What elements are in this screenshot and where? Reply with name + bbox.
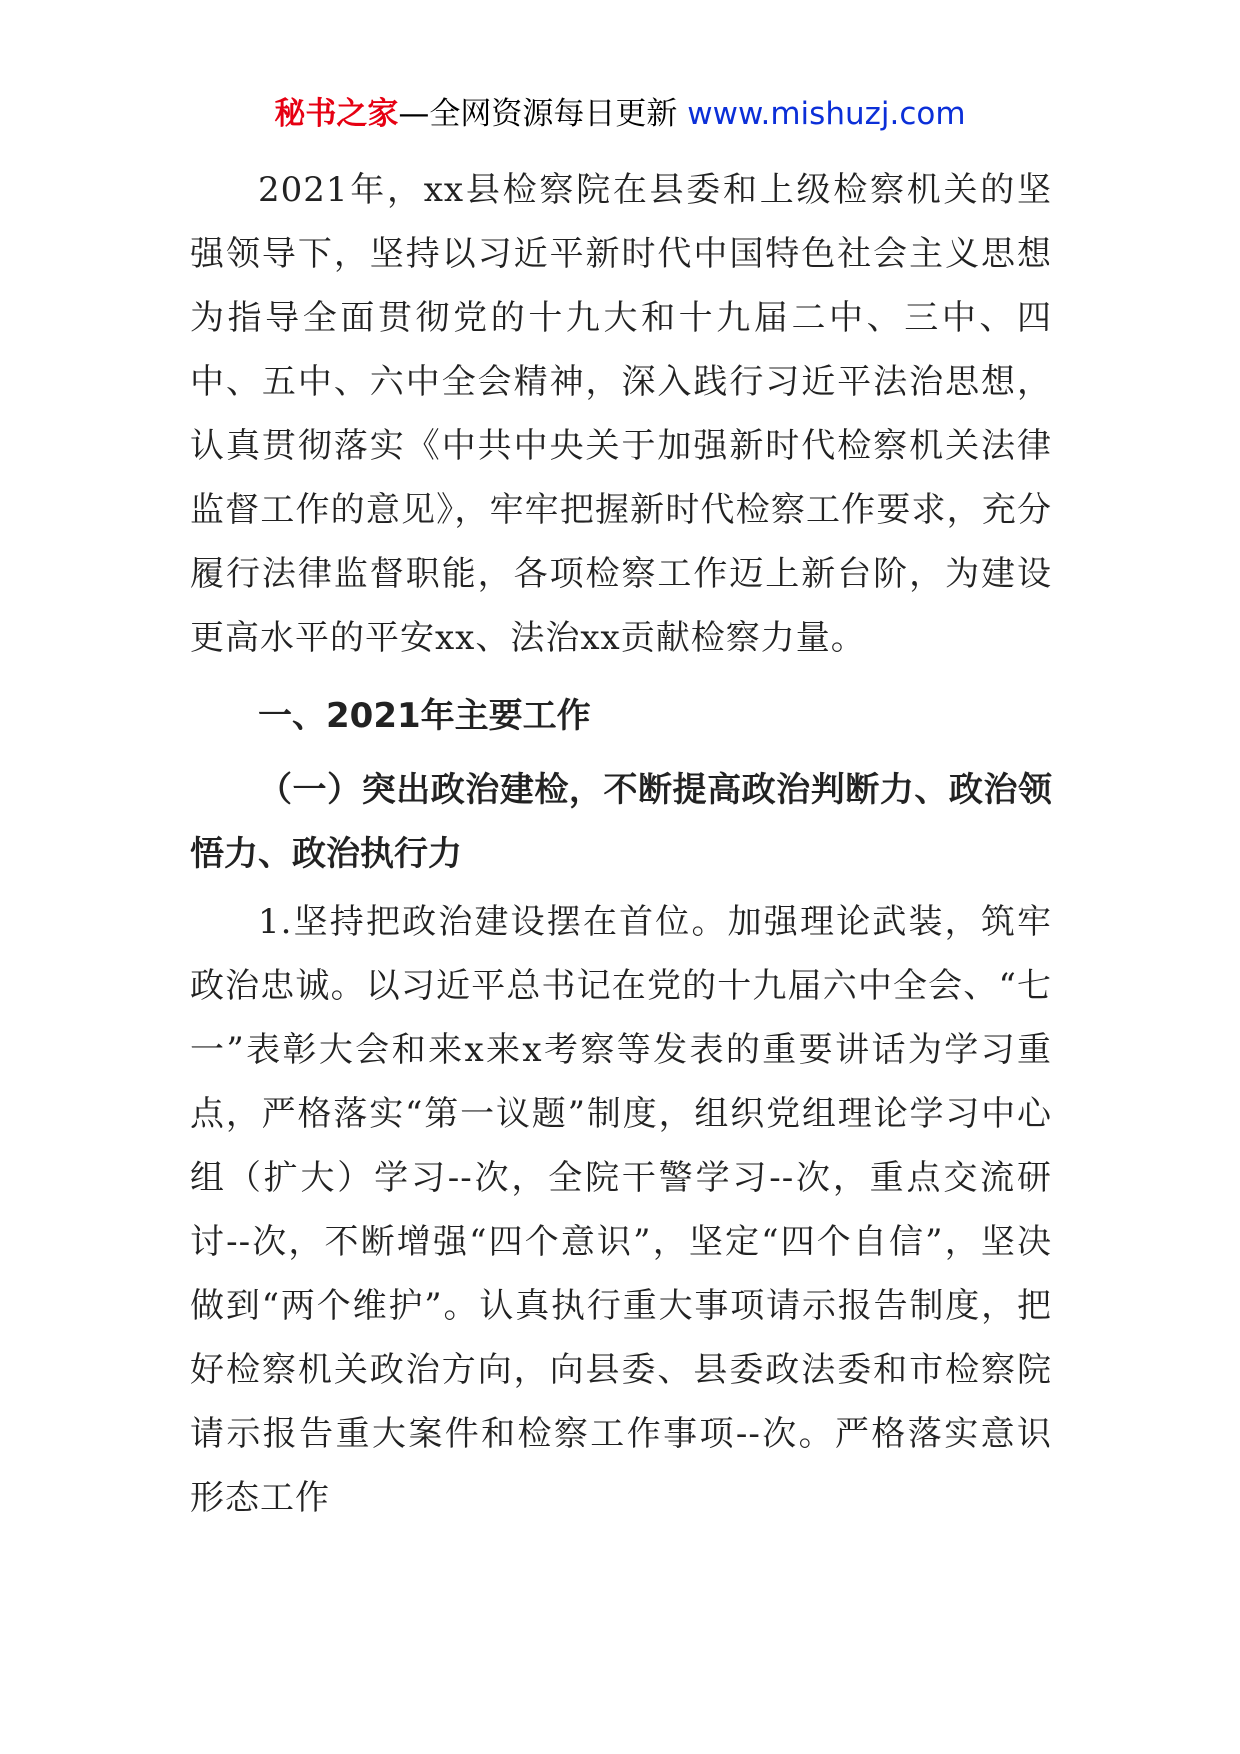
brand-name: 秘书之家 [274, 96, 399, 132]
intro-paragraph: 2021年，xx县检察院在县委和上级检察机关的坚强领导下，坚持以习近平新时代中国特色社会主义思想为指导全面贯彻党的十九大和十九届二中、三中、四中、五中、六中全会精神，深入践行习近平法治思想，认真贯彻落实《中共中央关于加强新时代检察机关法律监督工作的意见》，牢牢把握新时代检察工作要求，充分履行法律监督职能，各项检察工作迈上新台阶，为建设更高水平的平安xx、法治xx贡献检察力量。 [190, 170, 1052, 658]
subsection-heading: （一）突出政治建检，不断提高政治判断力、政治领悟力、政治执行力 [190, 770, 1052, 874]
site-banner [0, 92, 1240, 136]
banner-tagline: —全网资源每日更新 [398, 96, 678, 132]
site-url-link[interactable]: www.mishuzj.com [687, 96, 966, 132]
section-heading: 一、2021年主要工作 [258, 696, 591, 736]
body-paragraph: 1.坚持把政治建设摆在首位。加强理论武装，筑牢政治忠诚。以习近平总书记在党的十九届六中全会、“七一”表彰大会和来x来x考察等发表的重要讲话为学习重点，严格落实“第一议题”制度，组织党组理论学习中心组（扩大）学习--次，全院干警学习--次，重点交流研讨--次，不断增强“四个意识”，坚定“四个自信”，坚决做到“两个维护”。认真执行重大事项请示报告制度，把好检察机关政治方向，向县委、县委政法委和市检察院请示报告重大案件和检察工作事项--次。严格落实意识形态工作 [190, 902, 1052, 1518]
document-body [190, 158, 1052, 1530]
